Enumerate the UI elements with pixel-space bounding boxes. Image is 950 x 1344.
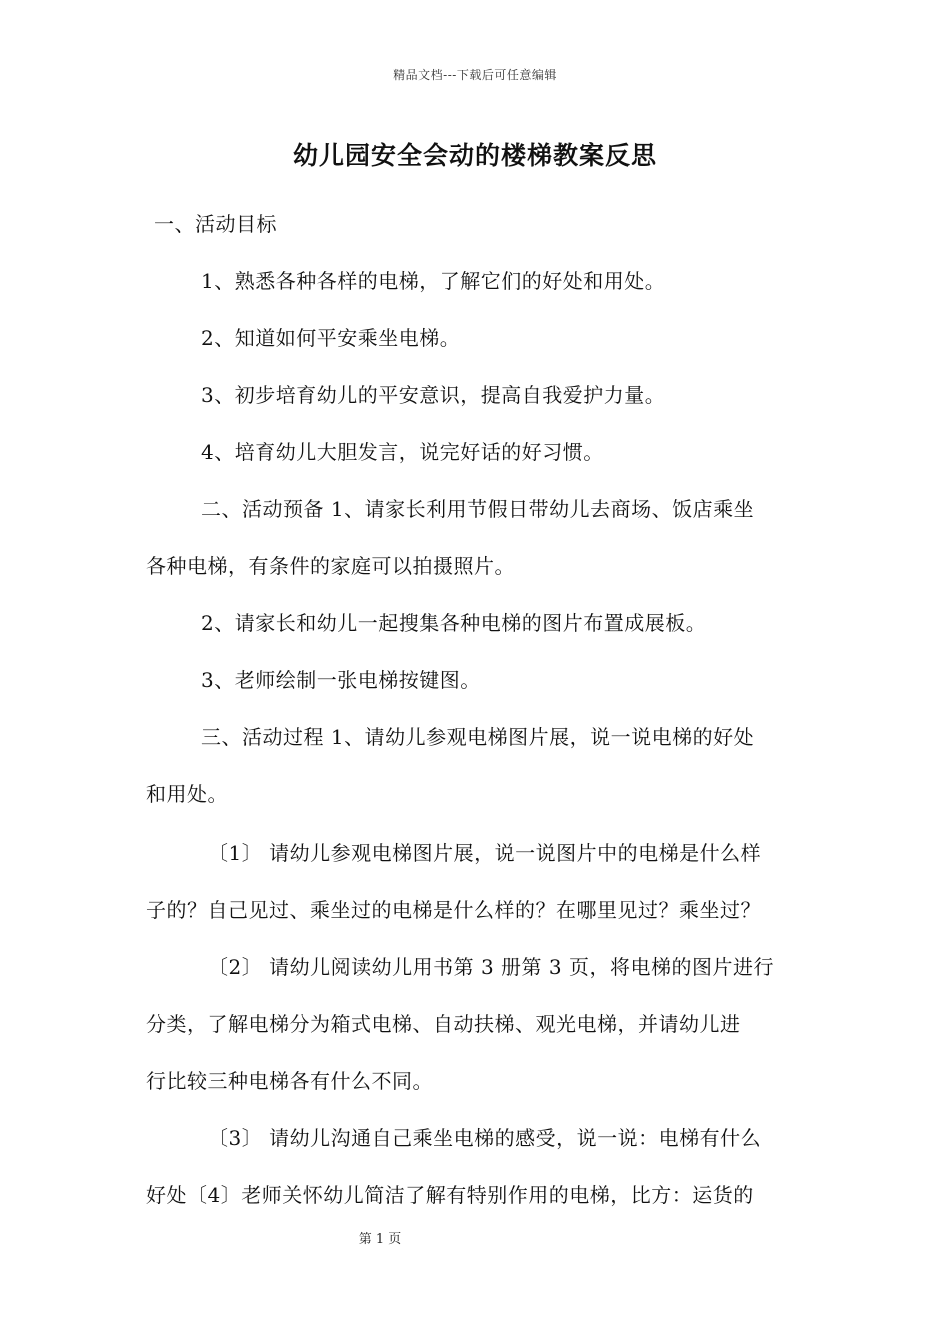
paragraph-line: 〔3〕 请幼儿沟通自己乘坐电梯的感受，说一说：电梯有什么 <box>208 1126 762 1150</box>
paragraph-line: 好处〔4〕老师关怀幼儿简洁了解有特别作用的电梯，比方：运货的 <box>146 1183 754 1207</box>
section-heading-goals: 一、活动目标 <box>154 212 277 236</box>
document-title: 幼儿园安全会动的楼梯教案反思 <box>292 141 657 170</box>
paragraph-line: 二、活动预备 1、请家长利用节假日带幼儿去商场、饭店乘坐 <box>201 497 755 521</box>
paragraph-line: 分类，了解电梯分为箱式电梯、自动扶梯、观光电梯，并请幼儿进 <box>146 1012 741 1036</box>
paragraph-line: 2、请家长和幼儿一起搜集各种电梯的图片布置成展板。 <box>201 611 707 635</box>
paragraph-line: 〔2〕 请幼儿阅读幼儿用书第 3 册第 3 页，将电梯的图片进行 <box>208 955 774 979</box>
paragraph-line: 三、活动过程 1、请幼儿参观电梯图片展，说一说电梯的好处 <box>201 725 755 749</box>
paragraph-line: 3、老师绘制一张电梯按键图。 <box>201 668 481 692</box>
paragraph-line: 子的？自己见过、乘坐过的电梯是什么样的？在哪里见过？乘坐过？ <box>146 898 761 922</box>
paragraph-line: 4、培育幼儿大胆发言，说完好话的好习惯。 <box>201 440 604 464</box>
paragraph-line: 和用处。 <box>146 782 228 806</box>
paragraph-line: 2、知道如何平安乘坐电梯。 <box>201 326 461 350</box>
paragraph-line: 行比较三种电梯各有什么不同。 <box>146 1069 433 1093</box>
page-number: 第 1 页 <box>358 1232 402 1247</box>
paragraph-line: 1、熟悉各种各样的电梯，了解它们的好处和用处。 <box>201 269 666 293</box>
header-note: 精品文档---下载后可任意编辑 <box>393 68 557 82</box>
paragraph-line: 3、初步培育幼儿的平安意识，提高自我爱护力量。 <box>201 383 666 407</box>
paragraph-line: 各种电梯，有条件的家庭可以拍摄照片。 <box>146 554 515 578</box>
paragraph-line: 〔1〕 请幼儿参观电梯图片展，说一说图片中的电梯是什么样 <box>208 841 762 865</box>
